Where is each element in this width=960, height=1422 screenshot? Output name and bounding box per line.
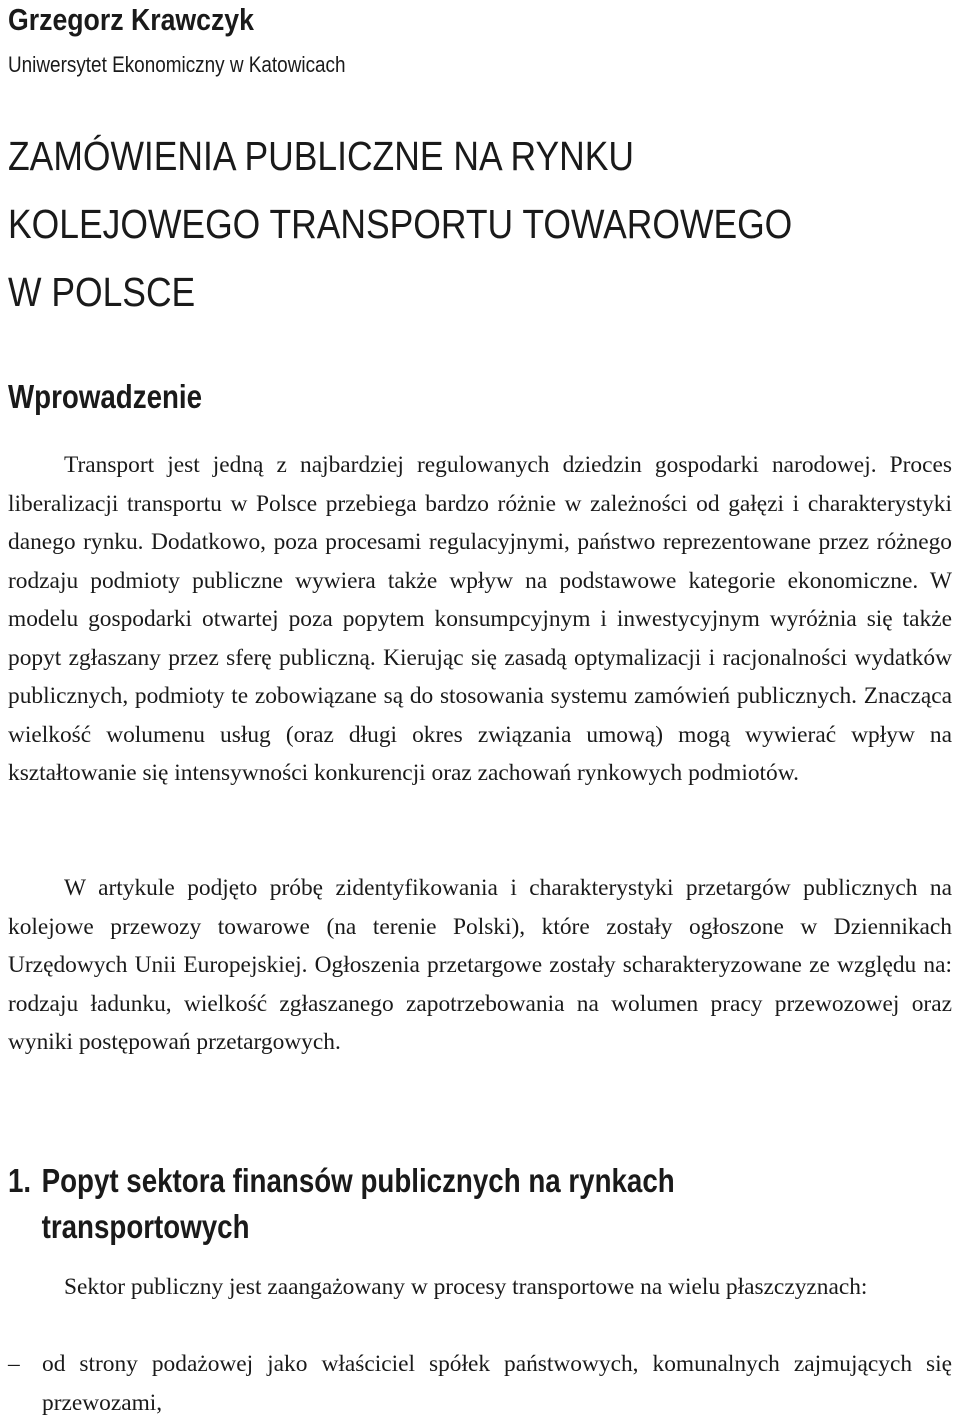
- title-line: KOLEJOWEGO TRANSPORTU TOWAROWEGO: [8, 201, 793, 247]
- author-affiliation: Uniwersytet Ekonomiczny w Katowicach: [8, 52, 346, 77]
- intro-heading: Wprowadzenie: [8, 378, 203, 415]
- section-heading-line: Popyt sektora finansów publicznych na rynkach: [41, 1162, 675, 1199]
- paragraph: W artykule podjęto próbę zidentyfikowania i charakterystyki przetargów publicznych na kolejowe przewozy towarowe (na terenie Polski), które zostały ogłoszone w Dziennikach Urzędowych Unii Europejskiej. Ogłoszenia przetargowe zostały scharakteryzowane ze względu na: rodzaju ładunku, wielkość zgłaszanego zapotrzebowania na wolumen pracy przewozowej oraz wyniki postępowań przetargowych.: [8, 875, 952, 1055]
- title-line: ZAMÓWIENIA PUBLICZNE NA RYNKU: [8, 133, 635, 179]
- paragraph: Transport jest jedną z najbardziej regulowanych dziedzin gospodarki narodowej. Proces liberalizacji transportu w Polsce przebiega bardzo różnie w zależności od gałęzi i charakterystyki danego rynku. Dodatkowo, poza procesami regulacyjnymi, państwo reprezentowane przez różnego rodzaju podmioty publiczne wywiera także wpływ na podstawowe kategorie ekonomiczne. W modelu gospodarki otwartej poza popytem konsumpcyjnym i inwestycyjnym wyróżnia się także popyt zgłaszany przez sferę publiczną. Kierując się zasadą optymalizacji i racjonalności wydatków publicznych, podmioty te zobowiązane są do stosowania systemu zamówień publicznych. Znacząca wielkość wolumenu usług (oraz długi okres związania umową) mogą wywierać wpływ na kształtowanie się intensywności konkurencji oraz zachowań rynkowych podmiotów.: [8, 452, 952, 786]
- section-1-list: [8, 1345, 952, 1422]
- intro-paragraph-2: [8, 869, 952, 1062]
- section-heading-line: transportowych: [41, 1208, 250, 1245]
- title-line: W POLSCE: [8, 269, 196, 315]
- list-item: [8, 1345, 952, 1422]
- intro-paragraph-1: [8, 446, 952, 793]
- section-1-paragraph: [8, 1268, 952, 1307]
- list-item-text: od strony podażowej jako właściciel spółek państwowych, komunalnych zajmujących się przewozami,: [42, 1351, 952, 1416]
- paragraph: Sektor publiczny jest zaangażowany w procesy transportowe na wielu płaszczyznach:: [64, 1274, 868, 1300]
- section-number: 1.: [8, 1162, 32, 1199]
- section-1-heading: [8, 1158, 675, 1250]
- author-name: Grzegorz Krawczyk: [8, 2, 254, 37]
- article-title: [8, 122, 792, 326]
- list-dash: –: [8, 1351, 20, 1377]
